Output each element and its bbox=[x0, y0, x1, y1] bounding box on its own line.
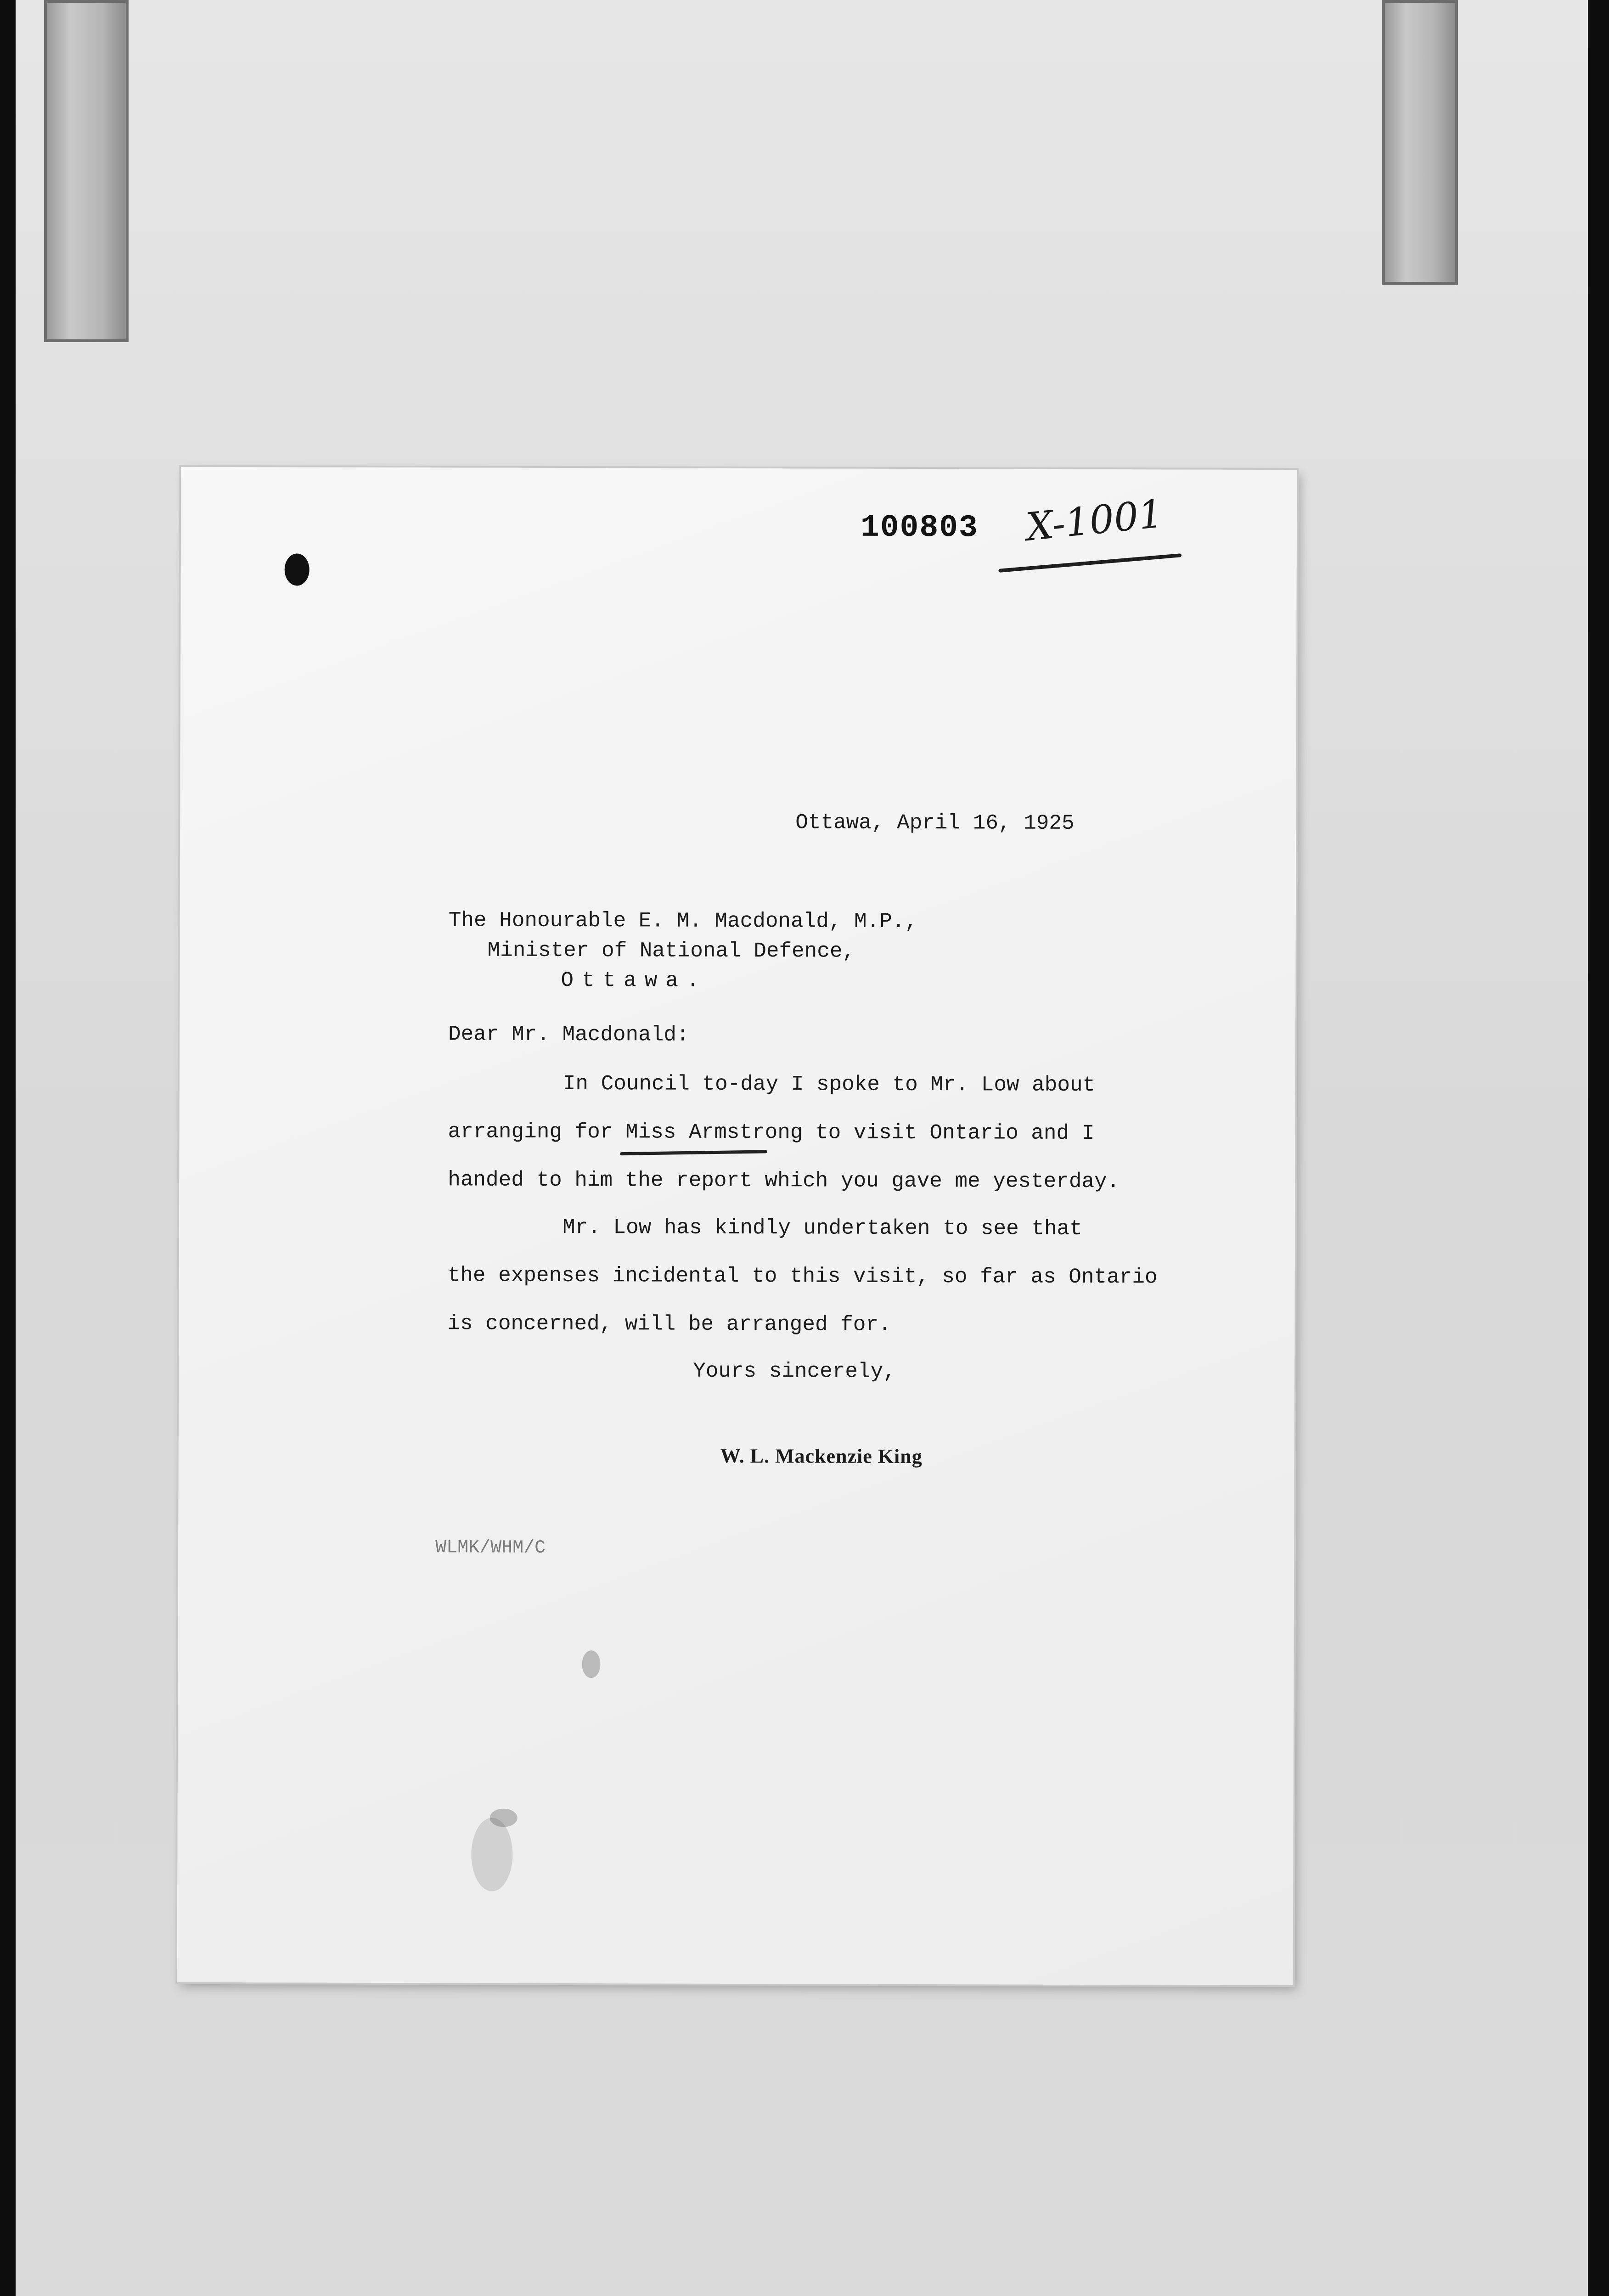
mounting-tape bbox=[1382, 0, 1458, 285]
punch-hole bbox=[285, 553, 309, 585]
ink-smudge bbox=[490, 1809, 518, 1827]
reference-number: 100803 bbox=[860, 510, 979, 546]
letter-sheet bbox=[177, 467, 1297, 1985]
salutation: Dear Mr. Macdonald: bbox=[448, 1022, 689, 1047]
signature: W. L. Mackenzie King bbox=[720, 1444, 923, 1468]
body-paragraph-1-line-1: In Council to-day I spoke to Mr. Low about bbox=[563, 1072, 1096, 1097]
addressee-line-1: The Honourable E. M. Macdonald, M.P., bbox=[448, 908, 918, 934]
body-paragraph-2-line-2: the expenses incidental to this visit, so far as Ontario bbox=[447, 1263, 1158, 1289]
closing: Yours sincerely, bbox=[693, 1359, 896, 1384]
ink-smudge bbox=[582, 1650, 600, 1678]
reference-initials: WLMK/WHM/C bbox=[435, 1537, 546, 1559]
handwritten-underline bbox=[620, 1150, 767, 1155]
body-paragraph-1-line-2: arranging for Miss Armstrong to visit Ontario and I bbox=[448, 1120, 1095, 1146]
handwritten-note: X-1001 bbox=[1024, 491, 1165, 550]
addressee-line-3: Ottawa. bbox=[561, 968, 708, 993]
dateline: Ottawa, April 16, 1925 bbox=[795, 810, 1075, 835]
handwritten-underline bbox=[998, 553, 1181, 573]
body-paragraph-1-line-3: handed to him the report which you gave me yesterday. bbox=[448, 1168, 1120, 1194]
ink-smudge bbox=[471, 1818, 512, 1891]
mounting-tape bbox=[44, 0, 129, 342]
film-edge-left bbox=[0, 0, 16, 2296]
body-paragraph-2-line-1: Mr. Low has kindly undertaken to see that bbox=[562, 1216, 1082, 1241]
film-edge-right bbox=[1588, 0, 1609, 2296]
addressee-line-2: Minister of National Defence, bbox=[487, 938, 855, 963]
body-paragraph-2-line-3: is concerned, will be arranged for. bbox=[447, 1311, 891, 1337]
